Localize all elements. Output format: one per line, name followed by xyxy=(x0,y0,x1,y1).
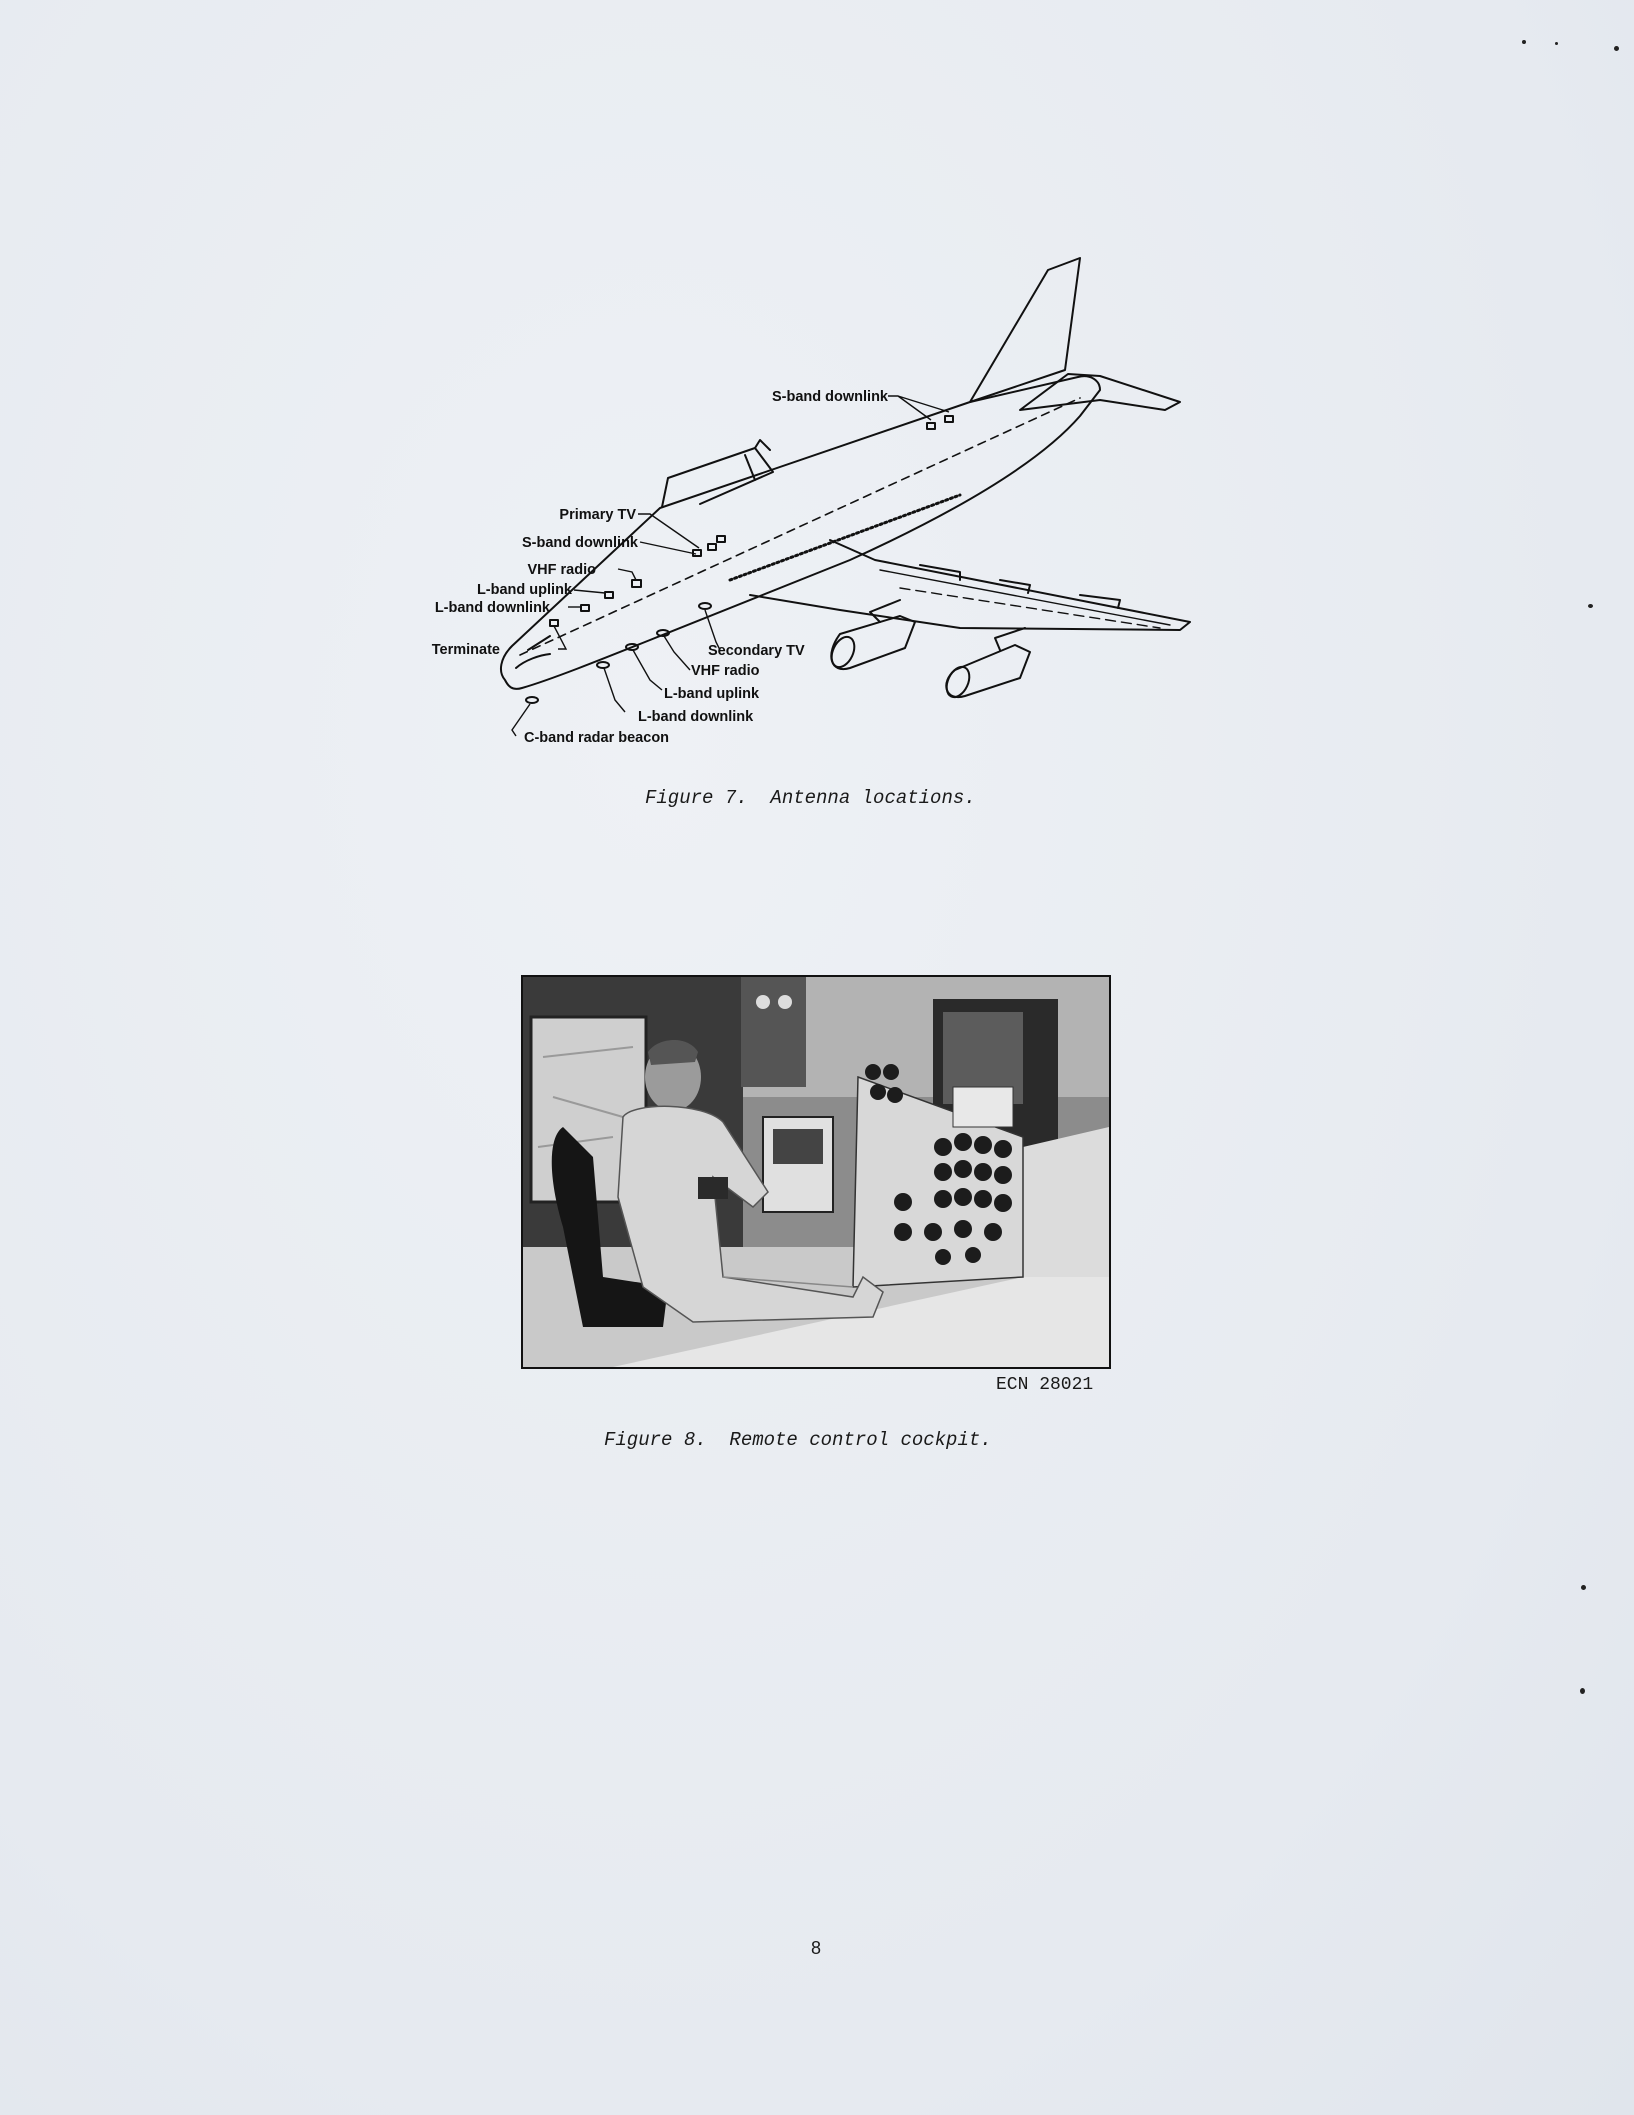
label-l-band-downlink-top: L-band downlink xyxy=(434,600,550,616)
label-terminate: Terminate xyxy=(431,642,500,658)
label-vhf-radio-top: VHF radio xyxy=(527,562,596,578)
scan-speck xyxy=(1581,1585,1586,1590)
label-s-band-downlink: S-band downlink xyxy=(522,535,638,551)
scan-speck xyxy=(1522,40,1526,44)
label-c-band-radar-beacon: C-band radar beacon xyxy=(524,730,670,746)
label-l-band-uplink-top: L-band uplink xyxy=(476,582,572,598)
horizontal-stabilizer xyxy=(1020,374,1180,410)
label-s-band-downlink-tail: S-band downlink xyxy=(772,389,888,405)
fuselage-outline xyxy=(501,376,1100,689)
fuselage-dash-line xyxy=(520,398,1080,655)
engine-left xyxy=(831,616,915,669)
scan-speck xyxy=(1580,1688,1585,1694)
scan-speck xyxy=(1555,42,1558,45)
engine-right xyxy=(946,645,1030,697)
scan-speck xyxy=(1588,604,1593,608)
page-number: 8 xyxy=(811,1938,822,1958)
figure8-caption: Figure 8. Remote control cockpit. xyxy=(604,1429,992,1451)
label-l-band-uplink-bottom: L-band uplink xyxy=(664,686,760,702)
scan-speck xyxy=(1614,46,1619,51)
label-primary-tv: Primary TV xyxy=(559,507,636,523)
photo-id: ECN 28021 xyxy=(996,1375,1094,1395)
label-secondary-tv: Secondary TV xyxy=(708,643,805,659)
label-l-band-downlink-bottom: L-band downlink xyxy=(638,709,754,725)
antenna-locations-diagram xyxy=(400,250,1220,750)
label-vhf-radio-bottom: VHF radio xyxy=(691,663,760,679)
figure7-caption: Figure 7. Antenna locations. xyxy=(645,787,976,809)
remote-cockpit-photo xyxy=(521,975,1111,1369)
